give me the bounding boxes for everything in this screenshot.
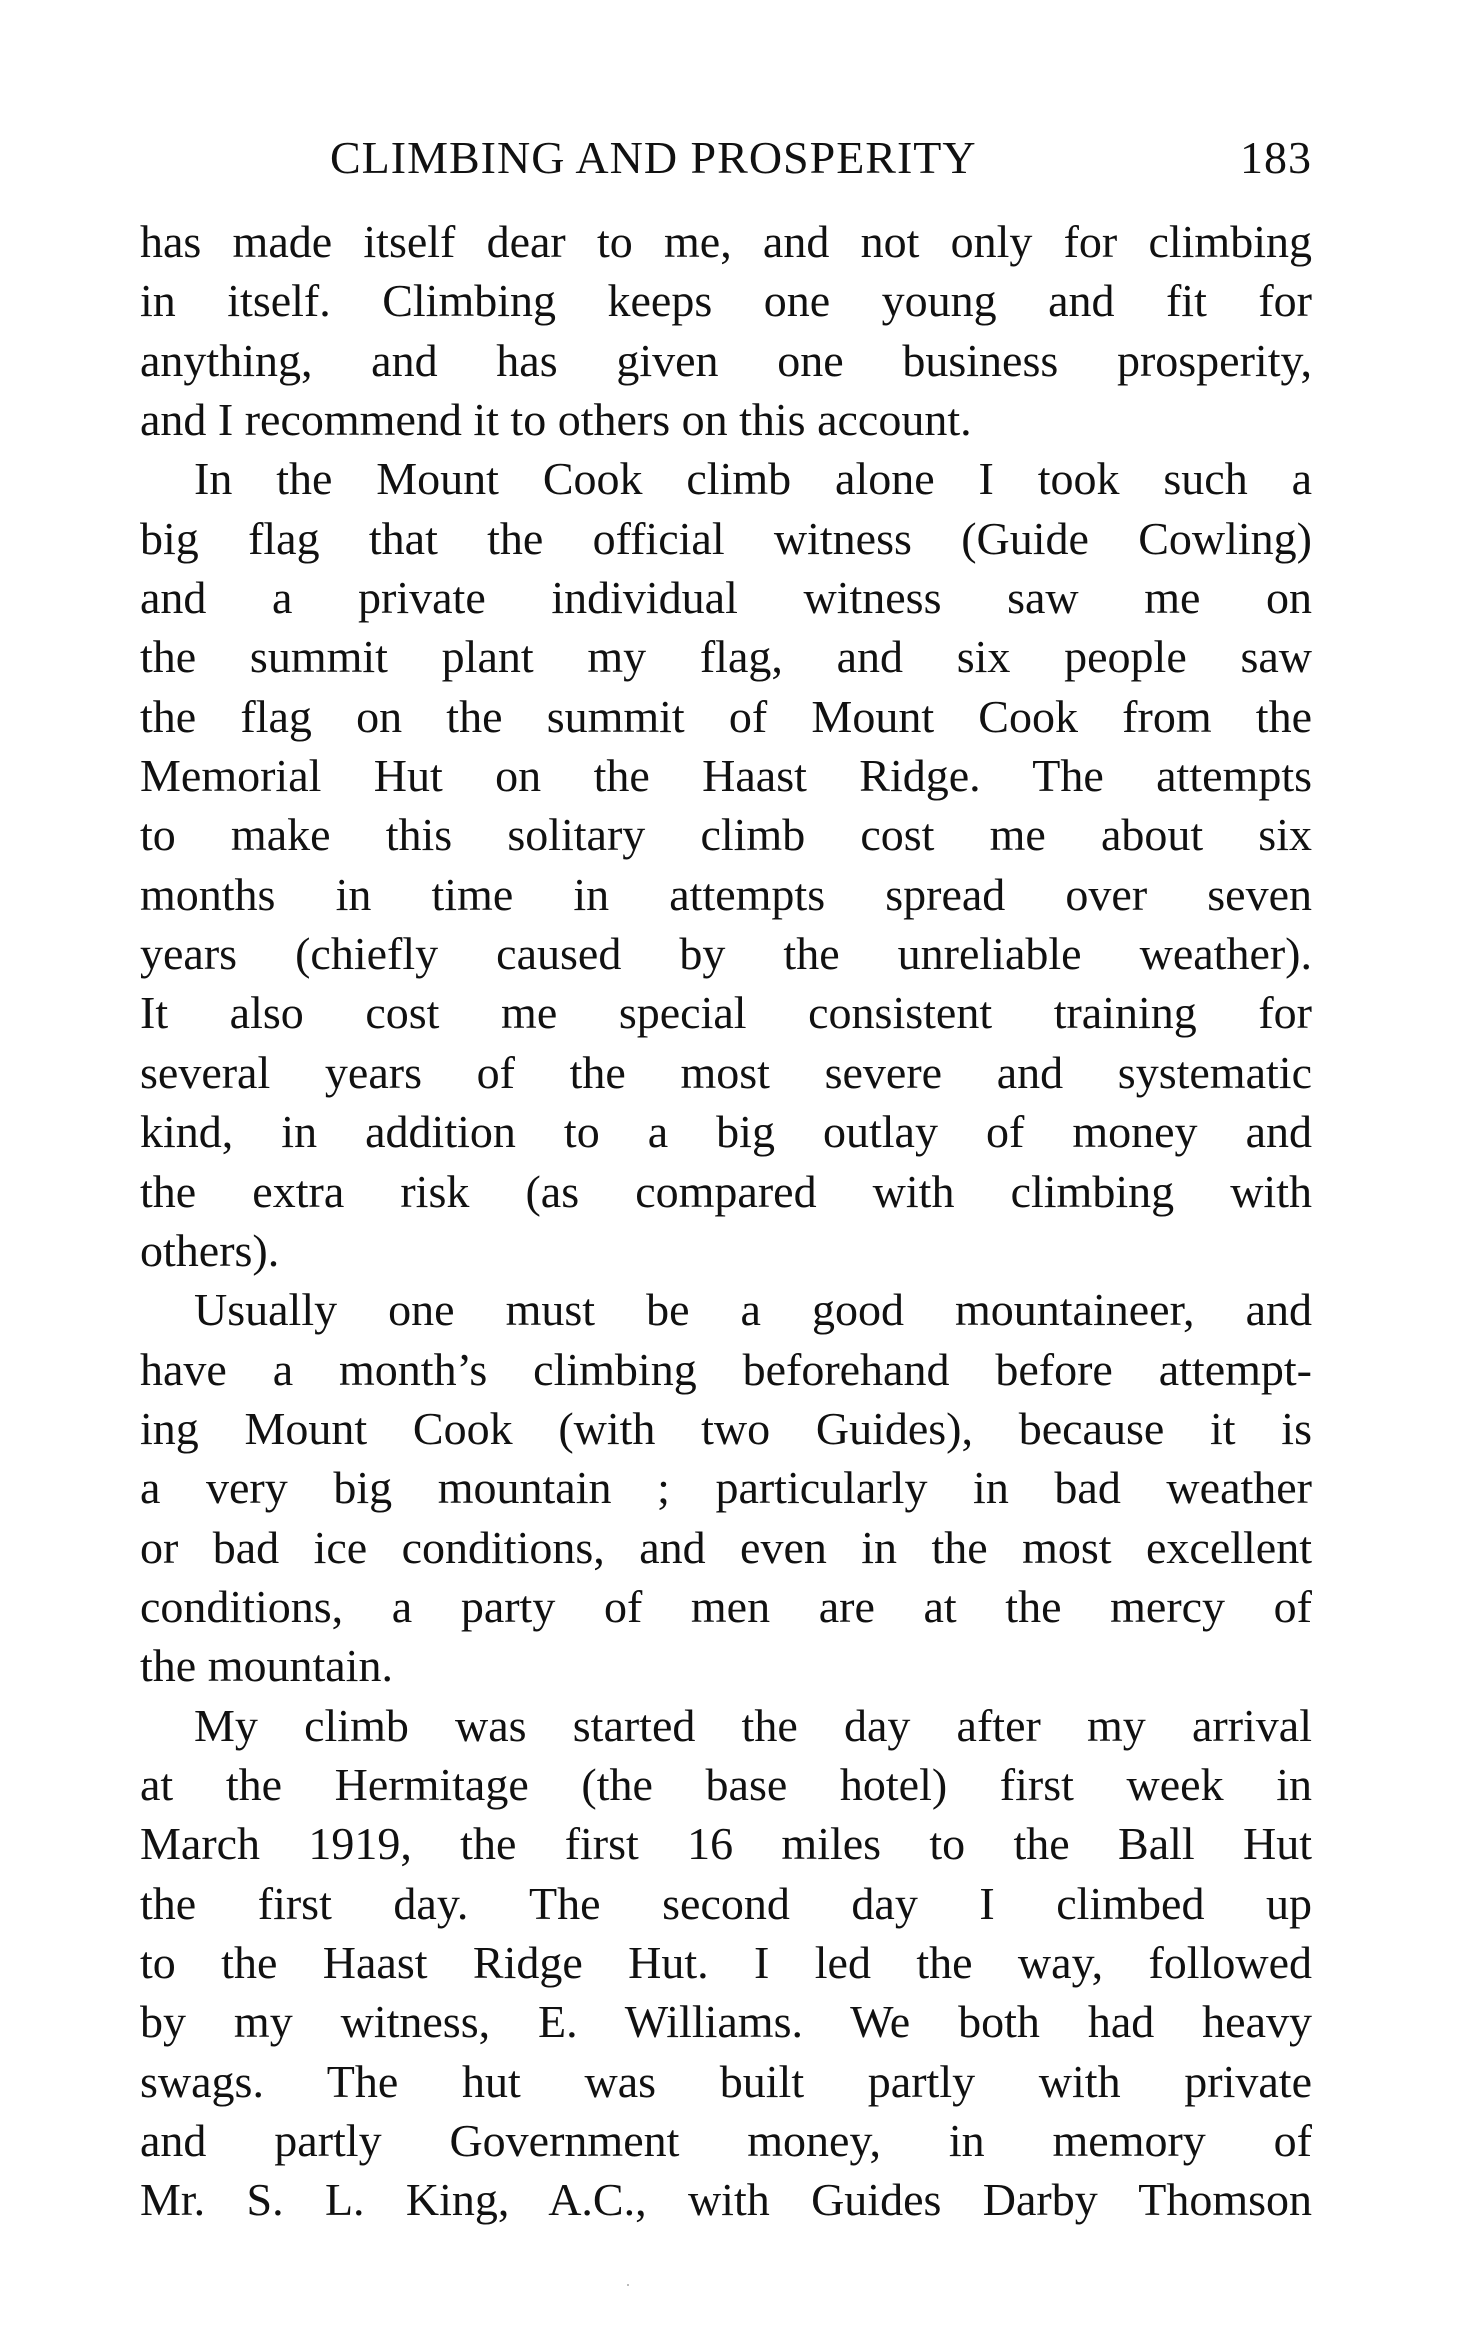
- text-line: the summit plant my flag, and six people saw: [140, 631, 1312, 683]
- text-line: swags. The hut was built partly with private: [140, 2055, 1312, 2107]
- text-line: It also cost me special consistent training for: [140, 987, 1312, 1039]
- text-line: the mountain.: [140, 1640, 393, 1692]
- text-line: months in time in attempts spread over seven: [140, 868, 1312, 920]
- text-line: Usually one must be a good mountaineer, and: [194, 1284, 1312, 1336]
- text-line: In the Mount Cook climb alone I took such a: [194, 453, 1312, 505]
- text-line: anything, and has given one business prosperity,: [140, 334, 1312, 386]
- text-line: has made itself dear to me, and not only for climbing: [140, 216, 1312, 267]
- text-line: and a private individual witness saw me on: [140, 572, 1312, 624]
- text-line: kind, in addition to a big outlay of money and: [140, 1106, 1312, 1158]
- text-line: ing Mount Cook (with two Guides), because it is: [140, 1402, 1312, 1454]
- text-line: the first day. The second day I climbed up: [140, 1877, 1312, 1929]
- text-line: big flag that the official witness (Guide Cowling): [140, 512, 1312, 564]
- text-line: several years of the most severe and systematic: [140, 1046, 1312, 1098]
- text-line: in itself. Climbing keeps one young and fit for: [140, 275, 1312, 327]
- text-line: to the Haast Ridge Hut. I led the way, followed: [140, 1936, 1312, 1988]
- text-line: a very big mountain ; particularly in bad weather: [140, 1462, 1312, 1514]
- running-head: [140, 128, 1312, 188]
- text-line: Mr. S. L. King, A.C., with Guides Darby Thomson: [140, 2174, 1312, 2226]
- text-line: the extra risk (as compared with climbing with: [140, 1165, 1312, 1217]
- text-line: and I recommend it to others on this account.: [140, 394, 972, 446]
- text-line: years (chiefly caused by the unreliable weather).: [140, 928, 1312, 980]
- text-line: others).: [140, 1224, 280, 1276]
- text-line: My climb was started the day after my arrival: [194, 1699, 1312, 1751]
- body-text: [140, 212, 1312, 2230]
- paper-speck: [627, 2284, 629, 2286]
- text-line: conditions, a party of men are at the mercy of: [140, 1580, 1312, 1632]
- text-line: to make this solitary climb cost me about six: [140, 809, 1312, 861]
- text-line: and partly Government money, in memory of: [140, 2115, 1312, 2166]
- page-number: 183: [1240, 132, 1312, 183]
- text-line: at the Hermitage (the base hotel) first week in: [140, 1758, 1312, 1810]
- text-line: have a month’s climbing beforehand before attempt-: [140, 1343, 1312, 1395]
- text-line: March 1919, the first 16 miles to the Ball Hut: [140, 1818, 1312, 1870]
- text-line: by my witness, E. Williams. We both had heavy: [140, 1996, 1312, 2048]
- text-line: or bad ice conditions, and even in the most excellent: [140, 1521, 1312, 1573]
- text-line: the flag on the summit of Mount Cook from the: [140, 690, 1312, 742]
- text-line: Memorial Hut on the Haast Ridge. The attempts: [140, 750, 1312, 802]
- chapter-title: CLIMBING AND PROSPERITY: [330, 132, 977, 183]
